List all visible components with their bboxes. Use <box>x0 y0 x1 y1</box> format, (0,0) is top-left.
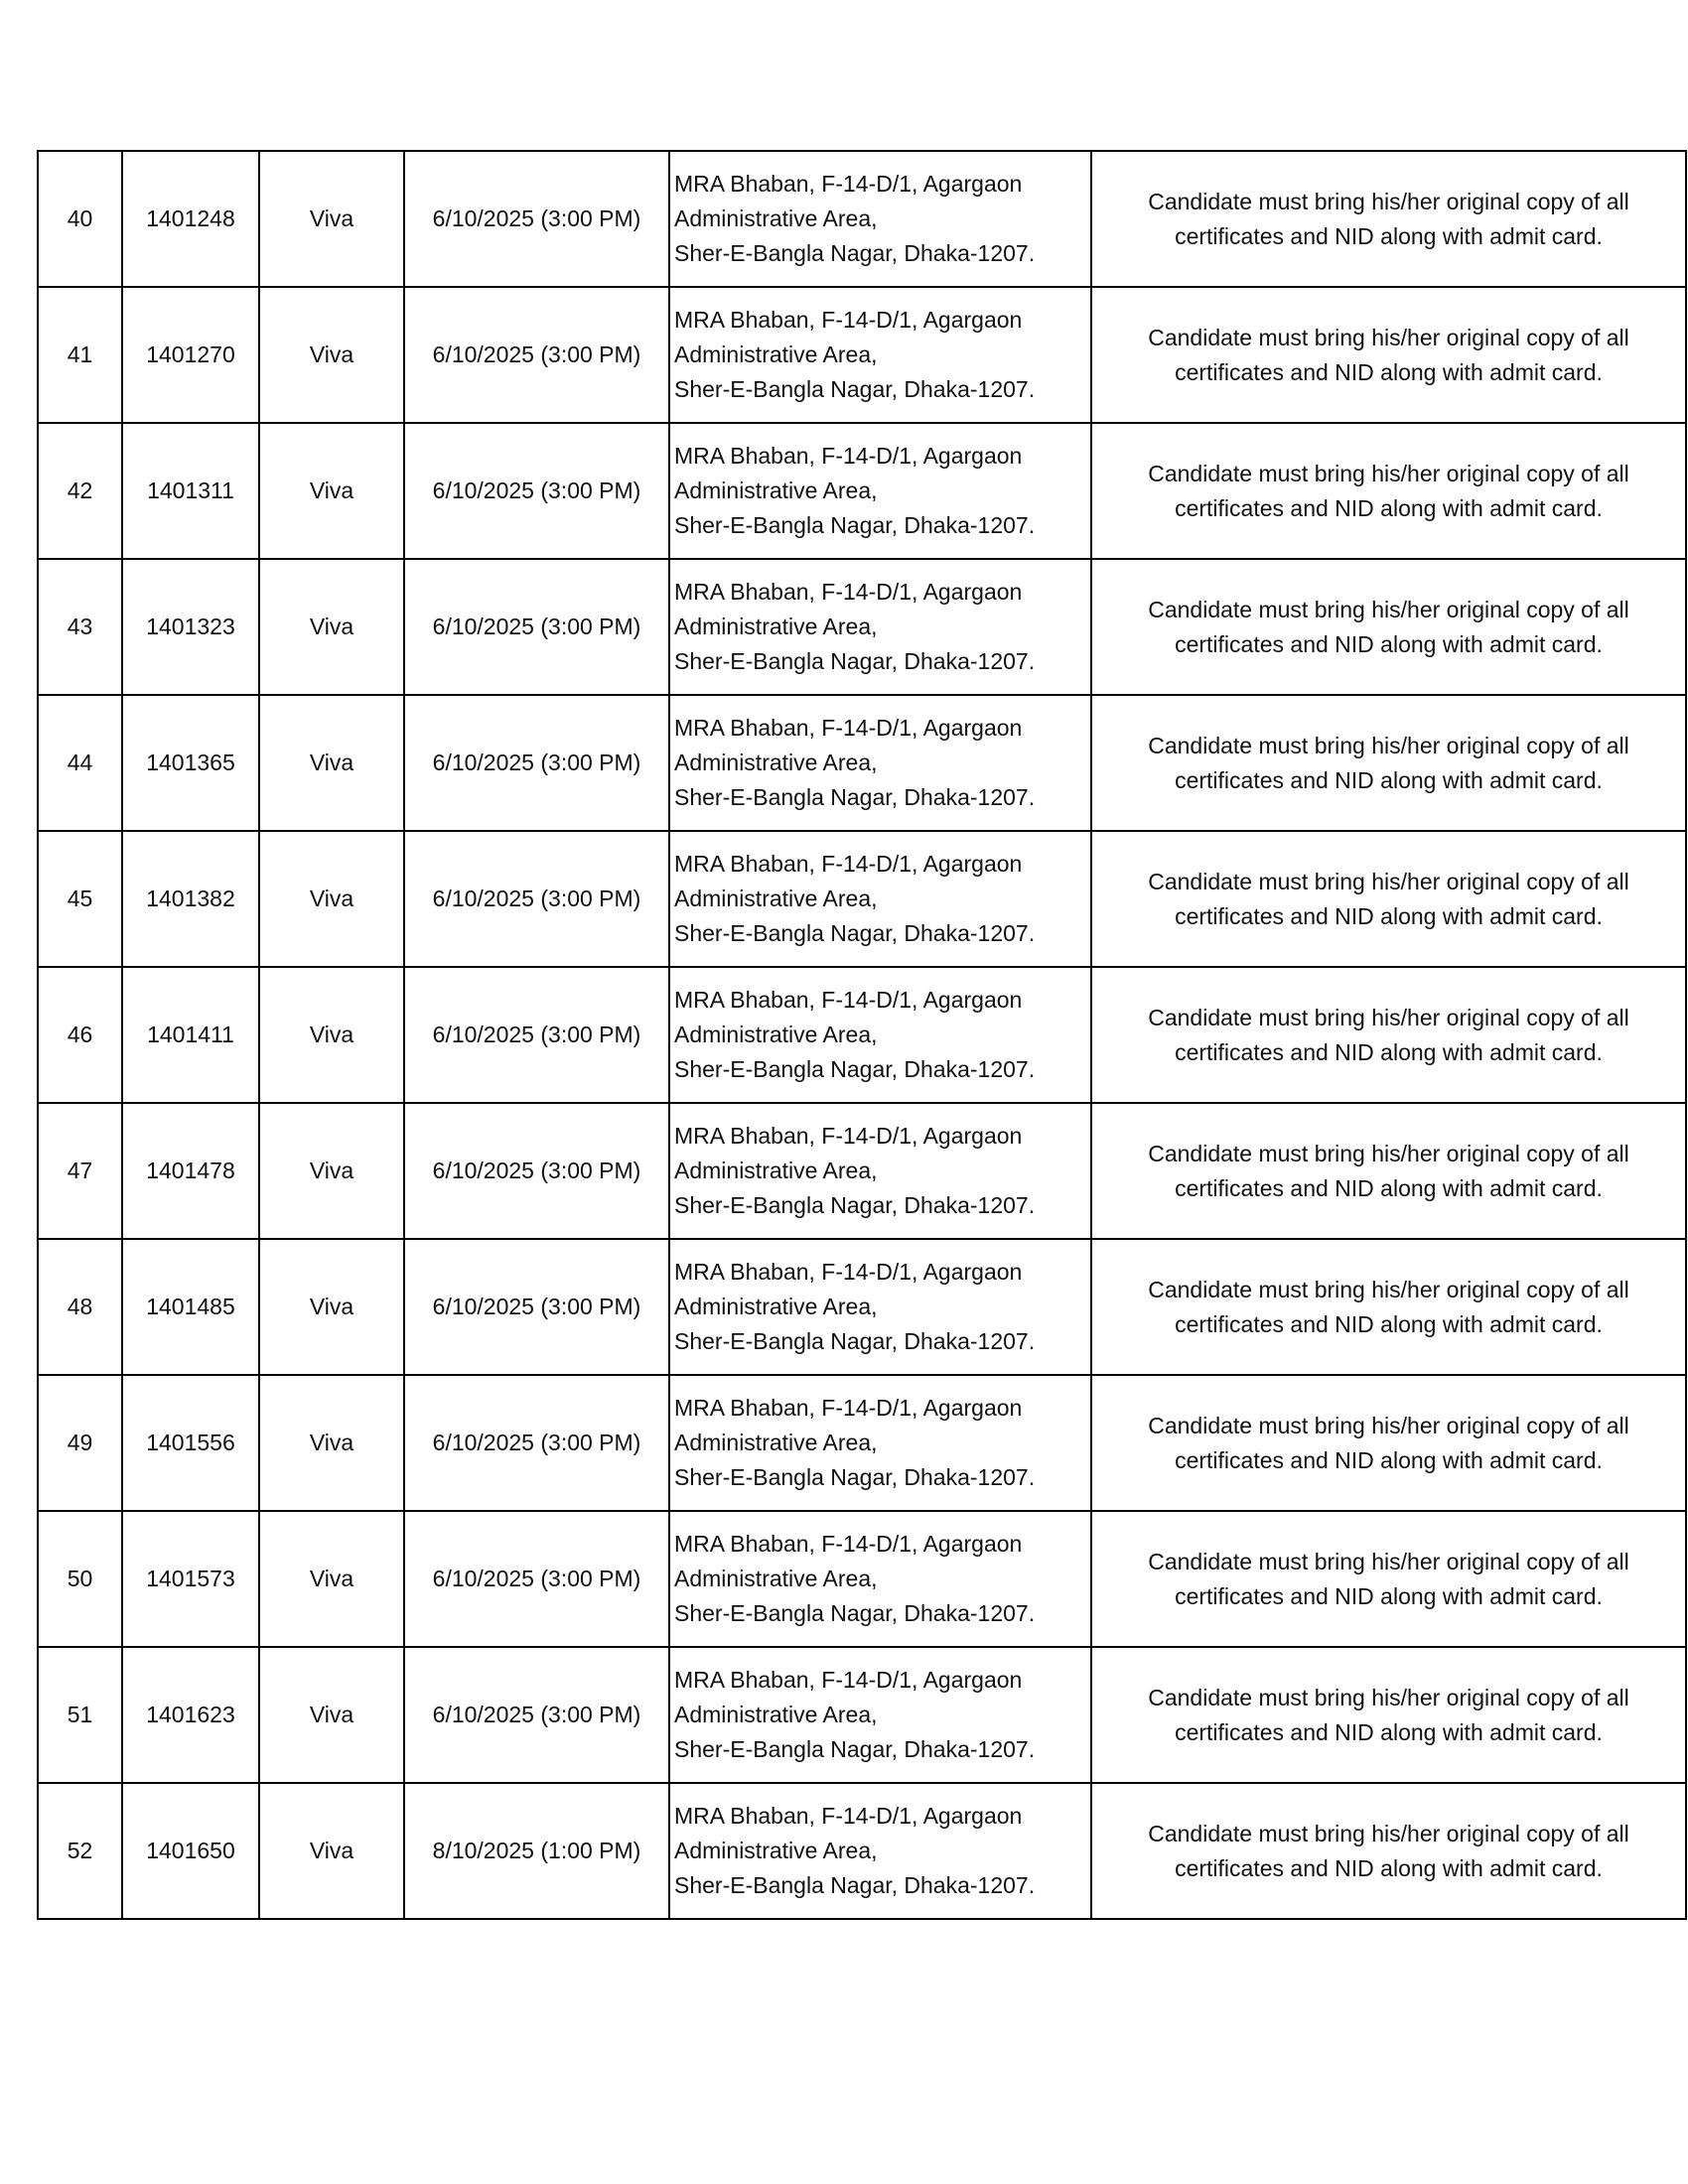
serial-number-cell: 51 <box>38 1647 122 1783</box>
exam-type-cell: Viva <box>259 423 404 559</box>
venue-line-2: Administrative Area, <box>674 205 878 231</box>
instruction-line-1: Candidate must bring his/her original copy of all <box>1148 596 1629 622</box>
venue-line-3: Sher-E-Bangla Nagar, Dhaka-1207. <box>674 1464 1036 1490</box>
roll-number-cell: 1401650 <box>122 1783 259 1919</box>
serial-number-cell: 48 <box>38 1239 122 1375</box>
instruction-line-2: certificates and NID along with admit card. <box>1175 358 1603 385</box>
instruction-line-2: certificates and NID along with admit card. <box>1175 902 1603 929</box>
venue-cell <box>669 831 1091 967</box>
instruction-line-1: Candidate must bring his/her original copy of all <box>1148 1684 1629 1710</box>
venue-line-3: Sher-E-Bangla Nagar, Dhaka-1207. <box>674 1736 1036 1762</box>
table-row <box>38 423 1686 559</box>
serial-number-cell: 50 <box>38 1511 122 1647</box>
venue-line-3: Sher-E-Bangla Nagar, Dhaka-1207. <box>674 240 1036 266</box>
venue-line-1: MRA Bhaban, F-14-D/1, Agargaon <box>674 579 1023 605</box>
venue-line-3: Sher-E-Bangla Nagar, Dhaka-1207. <box>674 1600 1036 1626</box>
table-row <box>38 287 1686 423</box>
instruction-cell <box>1091 1375 1686 1511</box>
instruction-line-1: Candidate must bring his/her original copy of all <box>1148 1820 1629 1846</box>
venue-cell <box>669 559 1091 695</box>
instruction-cell <box>1091 831 1686 967</box>
serial-number-cell: 42 <box>38 423 122 559</box>
exam-schedule-body <box>38 151 1686 1919</box>
exam-type-cell: Viva <box>259 559 404 695</box>
instruction-line-1: Candidate must bring his/her original copy of all <box>1148 1548 1629 1574</box>
instruction-line-2: certificates and NID along with admit card. <box>1175 1582 1603 1609</box>
roll-number-cell: 1401478 <box>122 1103 259 1239</box>
serial-number-cell: 43 <box>38 559 122 695</box>
instruction-line-2: certificates and NID along with admit card. <box>1175 1446 1603 1473</box>
instruction-line-2: certificates and NID along with admit card. <box>1175 222 1603 249</box>
instruction-line-2: certificates and NID along with admit card. <box>1175 494 1603 521</box>
date-time-cell: 6/10/2025 (3:00 PM) <box>404 695 669 831</box>
venue-line-2: Administrative Area, <box>674 1022 878 1047</box>
venue-line-3: Sher-E-Bangla Nagar, Dhaka-1207. <box>674 1056 1036 1082</box>
exam-type-cell: Viva <box>259 1783 404 1919</box>
roll-number-cell: 1401623 <box>122 1647 259 1783</box>
exam-type-cell: Viva <box>259 1511 404 1647</box>
serial-number-cell: 49 <box>38 1375 122 1511</box>
instruction-cell <box>1091 1511 1686 1647</box>
venue-line-3: Sher-E-Bangla Nagar, Dhaka-1207. <box>674 1872 1036 1898</box>
table-row <box>38 1647 1686 1783</box>
instruction-cell <box>1091 1647 1686 1783</box>
instruction-cell <box>1091 151 1686 287</box>
date-time-cell: 6/10/2025 (3:00 PM) <box>404 831 669 967</box>
instruction-line-2: certificates and NID along with admit card. <box>1175 1038 1603 1065</box>
roll-number-cell: 1401573 <box>122 1511 259 1647</box>
venue-cell <box>669 1647 1091 1783</box>
venue-line-2: Administrative Area, <box>674 614 878 639</box>
exam-type-cell: Viva <box>259 695 404 831</box>
exam-type-cell: Viva <box>259 1647 404 1783</box>
exam-type-cell: Viva <box>259 831 404 967</box>
date-time-cell: 6/10/2025 (3:00 PM) <box>404 151 669 287</box>
venue-line-1: MRA Bhaban, F-14-D/1, Agargaon <box>674 1259 1023 1285</box>
venue-line-1: MRA Bhaban, F-14-D/1, Agargaon <box>674 1395 1023 1421</box>
date-time-cell: 6/10/2025 (3:00 PM) <box>404 1239 669 1375</box>
roll-number-cell: 1401270 <box>122 287 259 423</box>
venue-line-1: MRA Bhaban, F-14-D/1, Agargaon <box>674 715 1023 741</box>
instruction-cell <box>1091 423 1686 559</box>
date-time-cell: 6/10/2025 (3:00 PM) <box>404 1647 669 1783</box>
instruction-line-2: certificates and NID along with admit card. <box>1175 630 1603 657</box>
roll-number-cell: 1401311 <box>122 423 259 559</box>
venue-line-2: Administrative Area, <box>674 1566 878 1591</box>
exam-schedule-table <box>37 150 1687 1920</box>
venue-line-3: Sher-E-Bangla Nagar, Dhaka-1207. <box>674 784 1036 810</box>
roll-number-cell: 1401411 <box>122 967 259 1103</box>
serial-number-cell: 46 <box>38 967 122 1103</box>
venue-line-1: MRA Bhaban, F-14-D/1, Agargaon <box>674 851 1023 877</box>
venue-line-1: MRA Bhaban, F-14-D/1, Agargaon <box>674 1803 1023 1829</box>
venue-line-3: Sher-E-Bangla Nagar, Dhaka-1207. <box>674 512 1036 538</box>
venue-cell <box>669 1239 1091 1375</box>
roll-number-cell: 1401365 <box>122 695 259 831</box>
exam-type-cell: Viva <box>259 1375 404 1511</box>
venue-cell <box>669 967 1091 1103</box>
serial-number-cell: 45 <box>38 831 122 967</box>
venue-line-2: Administrative Area, <box>674 1702 878 1727</box>
venue-line-2: Administrative Area, <box>674 750 878 775</box>
instruction-cell <box>1091 559 1686 695</box>
table-row <box>38 1511 1686 1647</box>
serial-number-cell: 47 <box>38 1103 122 1239</box>
date-time-cell: 6/10/2025 (3:00 PM) <box>404 967 669 1103</box>
exam-type-cell: Viva <box>259 287 404 423</box>
venue-line-1: MRA Bhaban, F-14-D/1, Agargaon <box>674 443 1023 469</box>
instruction-line-2: certificates and NID along with admit card. <box>1175 766 1603 793</box>
table-row <box>38 967 1686 1103</box>
roll-number-cell: 1401323 <box>122 559 259 695</box>
venue-cell <box>669 1103 1091 1239</box>
date-time-cell: 6/10/2025 (3:00 PM) <box>404 559 669 695</box>
venue-cell <box>669 423 1091 559</box>
instruction-line-1: Candidate must bring his/her original copy of all <box>1148 1276 1629 1302</box>
serial-number-cell: 41 <box>38 287 122 423</box>
roll-number-cell: 1401556 <box>122 1375 259 1511</box>
instruction-cell <box>1091 1103 1686 1239</box>
venue-line-1: MRA Bhaban, F-14-D/1, Agargaon <box>674 307 1023 333</box>
venue-line-1: MRA Bhaban, F-14-D/1, Agargaon <box>674 1531 1023 1557</box>
venue-line-3: Sher-E-Bangla Nagar, Dhaka-1207. <box>674 376 1036 402</box>
instruction-line-1: Candidate must bring his/her original copy of all <box>1148 1412 1629 1438</box>
serial-number-cell: 44 <box>38 695 122 831</box>
venue-cell <box>669 151 1091 287</box>
venue-line-1: MRA Bhaban, F-14-D/1, Agargaon <box>674 987 1023 1013</box>
instruction-line-2: certificates and NID along with admit card. <box>1175 1854 1603 1881</box>
instruction-line-1: Candidate must bring his/her original copy of all <box>1148 460 1629 486</box>
instruction-cell <box>1091 1783 1686 1919</box>
venue-line-3: Sher-E-Bangla Nagar, Dhaka-1207. <box>674 648 1036 674</box>
venue-line-1: MRA Bhaban, F-14-D/1, Agargaon <box>674 1667 1023 1693</box>
instruction-line-2: certificates and NID along with admit card. <box>1175 1310 1603 1337</box>
instruction-line-1: Candidate must bring his/her original copy of all <box>1148 324 1629 350</box>
instruction-line-1: Candidate must bring his/her original copy of all <box>1148 868 1629 894</box>
venue-cell <box>669 1783 1091 1919</box>
date-time-cell: 6/10/2025 (3:00 PM) <box>404 1375 669 1511</box>
venue-line-2: Administrative Area, <box>674 1158 878 1183</box>
venue-line-2: Administrative Area, <box>674 1838 878 1863</box>
date-time-cell: 6/10/2025 (3:00 PM) <box>404 1103 669 1239</box>
venue-cell <box>669 1511 1091 1647</box>
table-row <box>38 559 1686 695</box>
date-time-cell: 6/10/2025 (3:00 PM) <box>404 287 669 423</box>
serial-number-cell: 40 <box>38 151 122 287</box>
table-row <box>38 1783 1686 1919</box>
venue-line-2: Administrative Area, <box>674 1294 878 1319</box>
table-row <box>38 1103 1686 1239</box>
instruction-cell <box>1091 1239 1686 1375</box>
instruction-line-1: Candidate must bring his/her original copy of all <box>1148 188 1629 214</box>
instruction-line-1: Candidate must bring his/her original copy of all <box>1148 1004 1629 1030</box>
table-row <box>38 1375 1686 1511</box>
venue-cell <box>669 1375 1091 1511</box>
instruction-cell <box>1091 287 1686 423</box>
serial-number-cell: 52 <box>38 1783 122 1919</box>
exam-type-cell: Viva <box>259 1103 404 1239</box>
venue-cell <box>669 287 1091 423</box>
instruction-cell <box>1091 695 1686 831</box>
exam-type-cell: Viva <box>259 1239 404 1375</box>
venue-line-2: Administrative Area, <box>674 886 878 911</box>
venue-line-1: MRA Bhaban, F-14-D/1, Agargaon <box>674 1123 1023 1149</box>
date-time-cell: 6/10/2025 (3:00 PM) <box>404 423 669 559</box>
exam-type-cell: Viva <box>259 967 404 1103</box>
table-row <box>38 1239 1686 1375</box>
roll-number-cell: 1401485 <box>122 1239 259 1375</box>
exam-type-cell: Viva <box>259 151 404 287</box>
instruction-line-2: certificates and NID along with admit card. <box>1175 1174 1603 1201</box>
roll-number-cell: 1401248 <box>122 151 259 287</box>
venue-line-3: Sher-E-Bangla Nagar, Dhaka-1207. <box>674 920 1036 946</box>
venue-line-3: Sher-E-Bangla Nagar, Dhaka-1207. <box>674 1328 1036 1354</box>
table-row <box>38 151 1686 287</box>
venue-line-3: Sher-E-Bangla Nagar, Dhaka-1207. <box>674 1192 1036 1218</box>
instruction-line-1: Candidate must bring his/her original copy of all <box>1148 1140 1629 1166</box>
venue-line-2: Administrative Area, <box>674 1430 878 1455</box>
venue-line-1: MRA Bhaban, F-14-D/1, Agargaon <box>674 171 1023 197</box>
venue-line-2: Administrative Area, <box>674 478 878 503</box>
venue-cell <box>669 695 1091 831</box>
instruction-line-1: Candidate must bring his/her original copy of all <box>1148 732 1629 758</box>
date-time-cell: 8/10/2025 (1:00 PM) <box>404 1783 669 1919</box>
table-row <box>38 695 1686 831</box>
instruction-line-2: certificates and NID along with admit card. <box>1175 1718 1603 1745</box>
venue-line-2: Administrative Area, <box>674 341 878 367</box>
table-row <box>38 831 1686 967</box>
roll-number-cell: 1401382 <box>122 831 259 967</box>
instruction-cell <box>1091 967 1686 1103</box>
date-time-cell: 6/10/2025 (3:00 PM) <box>404 1511 669 1647</box>
